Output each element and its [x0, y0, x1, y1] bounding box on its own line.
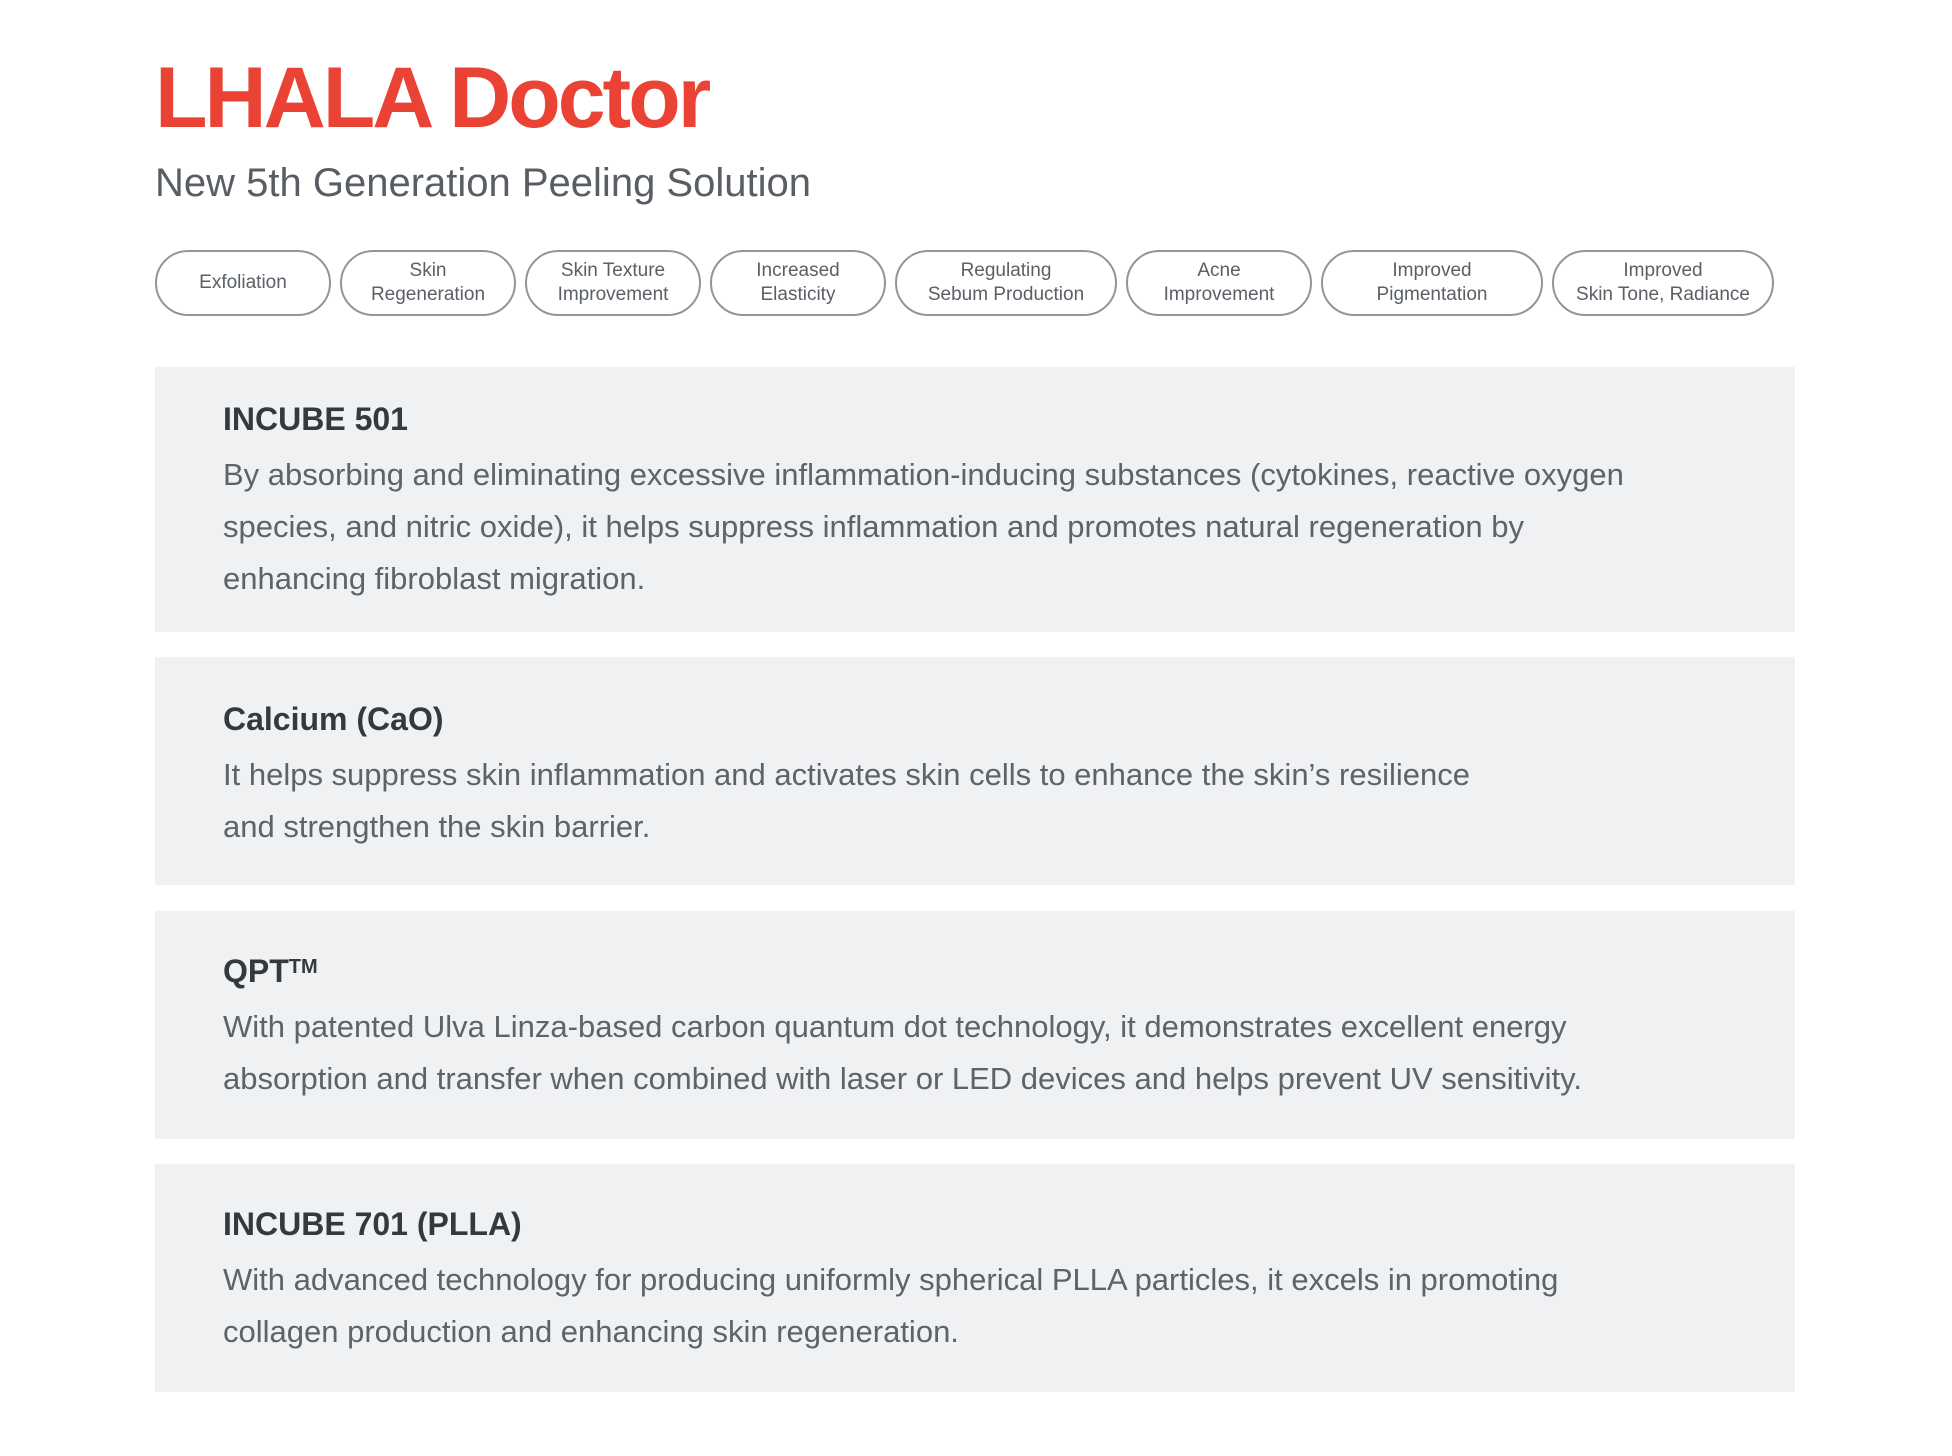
benefit-tag-acne: Acne Improvement — [1126, 250, 1312, 316]
ingredient-title: INCUBE 701 (PLLA) — [223, 1206, 522, 1242]
benefit-tag-skin-texture: Skin Texture Improvement — [525, 250, 701, 316]
benefit-tag-pigmentation: Improved Pigmentation — [1321, 250, 1543, 316]
benefit-tag-sebum: Regulating Sebum Production — [895, 250, 1117, 316]
ingredient-title: INCUBE 501 — [223, 401, 408, 437]
trademark-mark: TM — [288, 956, 318, 978]
ingredient-card-calcium — [155, 657, 1795, 885]
brand-title: LHALA Doctor — [155, 50, 709, 146]
ingredient-description: It helps suppress skin inflammation and activates skin cells to enhance the skin’s resilience and strengthen the skin barrier. — [223, 757, 1470, 844]
ingredient-description: With patented Ulva Linza-based carbon quantum dot technology, it demonstrates excellent energy absorption and transfer when combined with laser or LED devices and helps prevent UV sensitivity. — [223, 1009, 1582, 1096]
benefit-tag-elasticity: Increased Elasticity — [710, 250, 886, 316]
ingredient-card-incube-701 — [155, 1164, 1795, 1392]
ingredient-title — [223, 949, 1795, 993]
ingredient-card-incube-501 — [155, 367, 1795, 632]
benefit-tag-list — [155, 250, 1774, 316]
benefit-tag-exfoliation: Exfoliation — [155, 250, 331, 316]
ingredient-description: By absorbing and eliminating excessive inflammation-inducing substances (cytokines, reactive oxygen species, and nitric oxide), it helps suppress inflammation and promotes natural regeneration by enhancing fibroblast migration. — [223, 457, 1624, 596]
benefit-tag-skin-tone: Improved Skin Tone, Radiance — [1552, 250, 1774, 316]
ingredient-title-text: QPT — [223, 953, 289, 989]
ingredient-title: Calcium (CaO) — [223, 701, 444, 737]
ingredient-description: With advanced technology for producing uniformly spherical PLLA particles, it excels in promoting collagen production and enhancing skin regeneration. — [223, 1262, 1559, 1349]
page-subtitle: New 5th Generation Peeling Solution — [155, 161, 811, 205]
ingredient-card-qpt — [155, 911, 1795, 1139]
benefit-tag-skin-regeneration: Skin Regeneration — [340, 250, 516, 316]
